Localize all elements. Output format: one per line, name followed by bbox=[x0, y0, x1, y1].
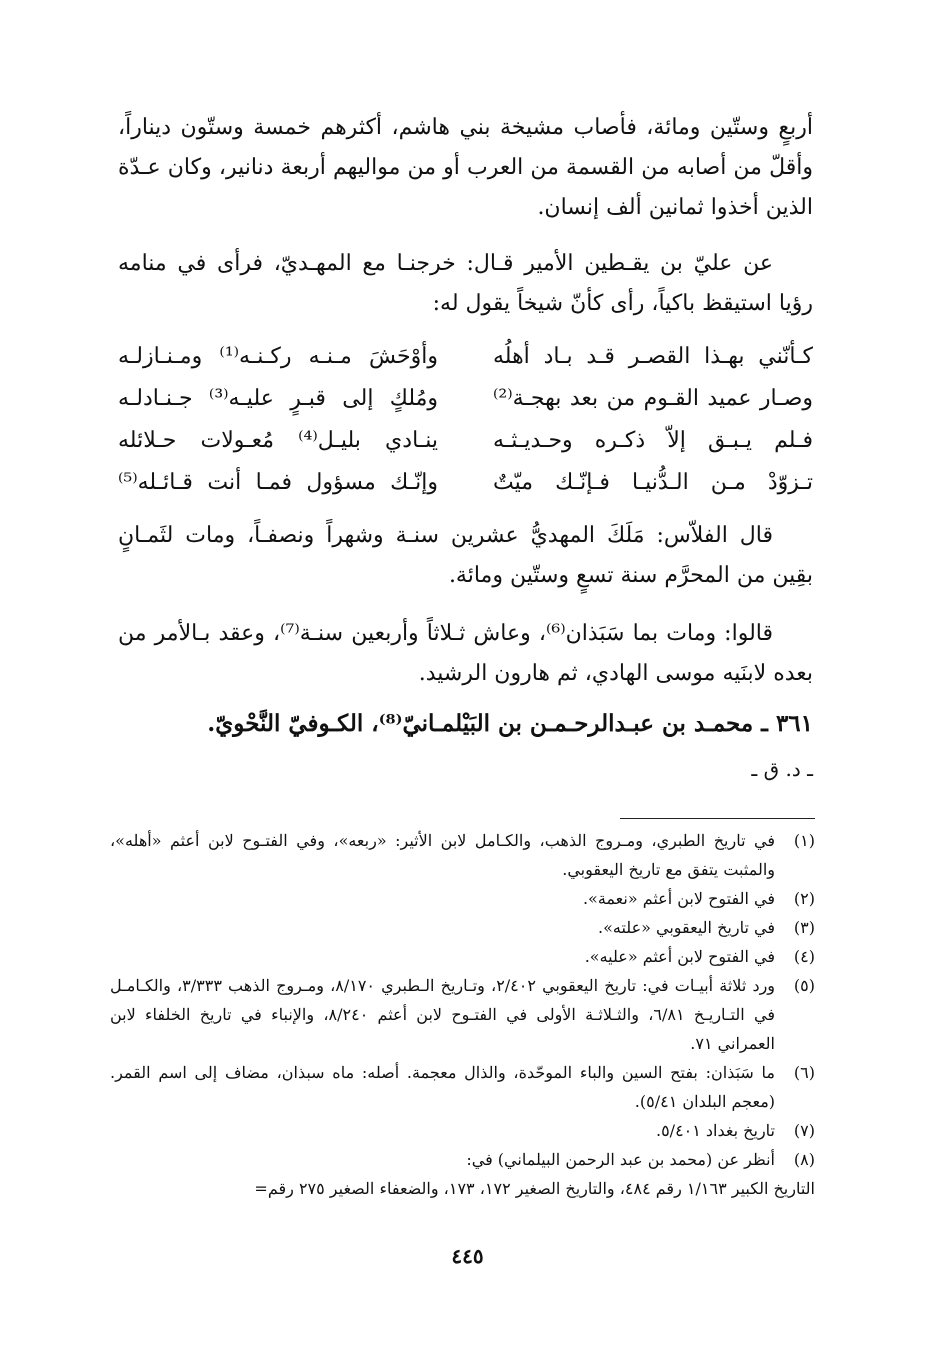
footnote bbox=[110, 971, 815, 1058]
footnote bbox=[110, 1116, 815, 1145]
footnote-text: ورد ثلاثة أبيـات في: تاريخ اليعقوبي ٢/٤٠٢، وتـاريخ الـطبري ٨/١٧٠، ومـروج الذهب ٣/٣٣٣، والكـامـل في التـاريـخ ٦/٨١، والثـلاثـة الأولى في الفتـوح لابن أعثم ٨/٢٤٠، والإنباء في تاريخ الخلفاء لابن العمراني ٧١. bbox=[110, 976, 776, 1053]
footnote-number: (٨) bbox=[793, 1150, 815, 1169]
verse-first-hemistich: وصـار عميد القـوم من بعد بهجـة⁽²⁾ bbox=[493, 386, 813, 411]
body-paragraph-2: عن عليّ بن يقـطين الأمير قـال: خرجنـا مع المهـديّ، فرأى في منامه رؤيا استيقظ باكياً، رأى كأنّ شيخاً يقول له: bbox=[118, 251, 813, 316]
footnote-number: (٤) bbox=[793, 947, 815, 966]
poem-verse bbox=[118, 420, 813, 462]
body-paragraph-3: قال الفلاّس: مَلَكَ المهديُّ عشرين سنـة وشهراً ونصفـاً، ومات لثَمـانٍ بقِين من المحرَّم سنة تسعٍ وستّين ومائة. bbox=[118, 523, 813, 588]
footnote-separator bbox=[620, 818, 815, 819]
footnote-text: في تاريخ الطبري، ومـروج الذهب، والكـامل لابن الأثير: «ربعه»، وفي الفتـوح لابن أعثم «أهله»، والمثبت يتفق مع تاريخ اليعقوبي. bbox=[110, 831, 776, 879]
footnote bbox=[110, 826, 815, 884]
footnote-number: (٣) bbox=[793, 918, 815, 937]
footnote-number: (٧) bbox=[793, 1121, 815, 1140]
poem bbox=[118, 336, 813, 504]
verse-second-hemistich: وأوْحَشَ مـنـه ركـنـه⁽¹⁾ ومـنـازلـه bbox=[118, 344, 439, 369]
footnote-text: أنظر عن (محمد بن عبد الرحمن البيلماني) في: bbox=[466, 1150, 775, 1169]
footnotes bbox=[110, 826, 815, 1203]
footnote-number: (٦) bbox=[793, 1063, 815, 1082]
footnote-text: تاريخ بغداد ٥/٤٠١. bbox=[655, 1121, 775, 1140]
entry-heading: ٣٦١ ـ محمـد بن عبـدالرحـمـن بن البَيْلمـانيّ⁽⁸⁾، الكـوفيّ النَّحْويّ. bbox=[207, 710, 813, 737]
body-paragraph-4: قالوا: ومات بما سَبَذان⁽⁶⁾، وعاش ثـلاثاً وأربعين سنـة⁽⁷⁾، وعقد بـالأمر من بعده لابنَيه موسى الهادي، ثم هارون الرشيد. bbox=[118, 621, 813, 686]
footnote bbox=[110, 1145, 815, 1174]
footnote bbox=[110, 913, 815, 942]
body-paragraph-1: أربعٍ وستّين ومائة، فأصاب مشيخة بني هاشم، أكثرهم خمسة وستّون ديناراً، وأقلّ من أصابه من القسمة من العرب أو من مواليهم أربعة دنانير، وكان عـدّة الذين أخذوا ثمانين ألف إنسان. bbox=[118, 115, 813, 220]
footnote-text: ما سَبَذان: بفتح السين والباء الموحّدة، والذال معجمة. أصله: ماه سبذان، مضاف إلى اسم القمر. (معجم البلدان ٥/٤١). bbox=[110, 1063, 775, 1111]
poem-verse bbox=[118, 462, 813, 504]
footnote-number: (٢) bbox=[793, 889, 815, 908]
footnote-continuation: التاريخ الكبير ١/١٦٣ رقم ٤٨٤، والتاريخ الصغير ١٧٢، ١٧٣، والضعفاء الصغير ٢٧٥ رقم= bbox=[254, 1179, 815, 1198]
verse-second-hemistich: ينـادي بليـل⁽⁴⁾ مُعـولات حـلائله bbox=[118, 428, 438, 453]
entry-source-tag: ـ د. ق ـ bbox=[751, 757, 813, 781]
footnote bbox=[110, 942, 815, 971]
poem-verse bbox=[118, 336, 813, 378]
footnote bbox=[110, 884, 815, 913]
verse-first-hemistich: كـأنّني بهـذا القصـر قـد بـاد أهلُه bbox=[493, 344, 813, 369]
footnote bbox=[110, 1058, 815, 1116]
footnote-number: (١) bbox=[793, 831, 815, 850]
footnote-text: في تاريخ اليعقوبي «علته». bbox=[597, 918, 775, 937]
poem-verse bbox=[118, 378, 813, 420]
page-number: ٤٤٥ bbox=[451, 1244, 484, 1268]
verse-first-hemistich: فـلم يـبـق إلاّ ذكـره وحـديـثـه bbox=[493, 428, 813, 453]
footnote-text: في الفتوح لابن أعثم «عليه». bbox=[584, 947, 775, 966]
verse-second-hemistich: وإنّـك مسؤول فمـا أنت قـائـله⁽⁵⁾ bbox=[118, 470, 438, 495]
footnote-text: في الفتوح لابن أعثم «نعمة». bbox=[582, 889, 775, 908]
verse-first-hemistich: تـزوّدْ مـن الـدُّنيـا فـإنّـك ميّتٌ bbox=[493, 470, 813, 495]
footnote-number: (٥) bbox=[793, 976, 815, 995]
verse-second-hemistich: ومُلكٍ إلى قبـرٍ عليـه⁽³⁾ جـنـادلـه bbox=[118, 386, 439, 411]
